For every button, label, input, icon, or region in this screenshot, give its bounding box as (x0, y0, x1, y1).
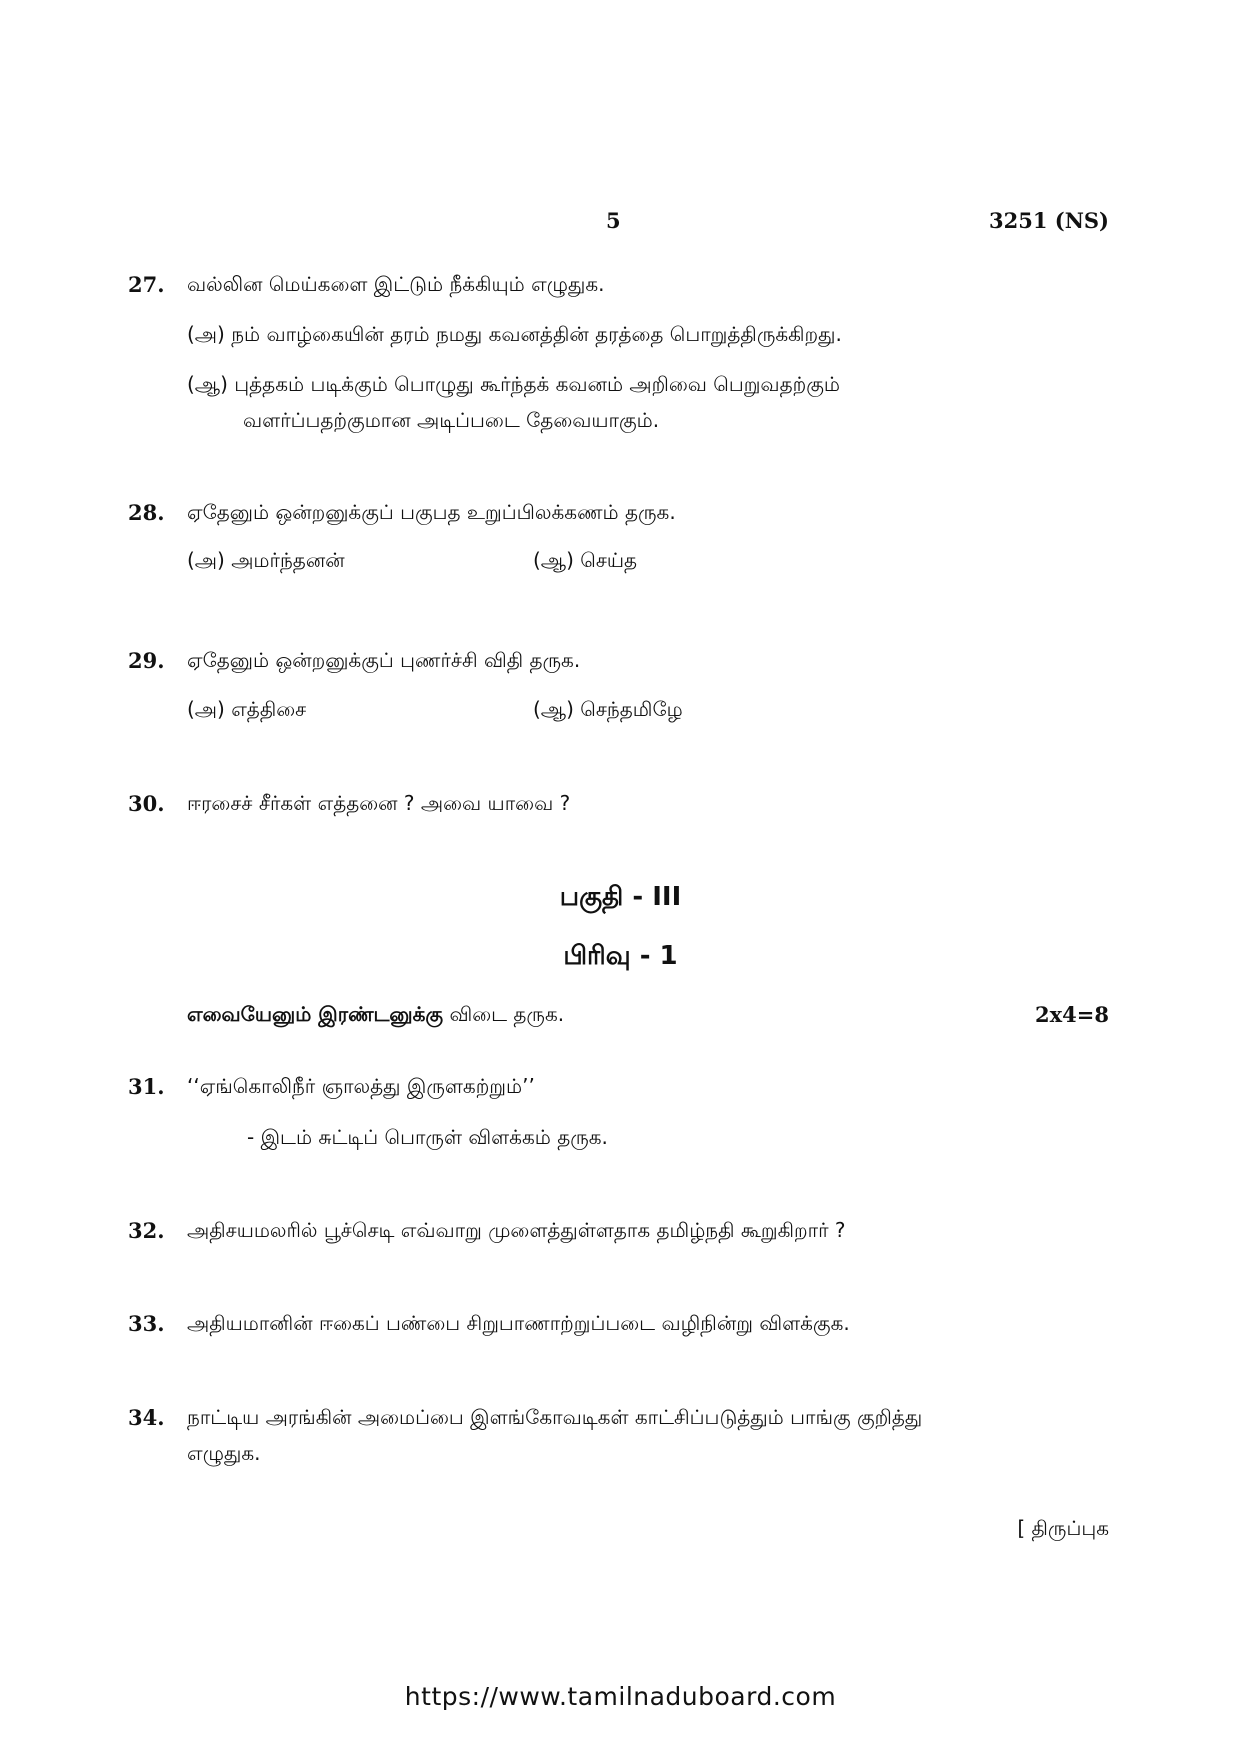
question-text-32: அதிசயமலரில் பூச்செடி எவ்வாறு முளைத்துள்ளதாக தமிழ்நதி கூறுகிறார் ? (187, 1218, 846, 1242)
turn-over-note: [ திருப்புக (1017, 1516, 1109, 1540)
question-27-option-b-line2: வளர்ப்பதற்குமான அடிப்படை தேவையாகும். (243, 408, 660, 432)
question-number-34: 34. (128, 1405, 165, 1430)
question-number-31: 31. (128, 1074, 165, 1099)
question-number-32: 32. (128, 1218, 165, 1243)
section-marks: 2x4=8 (1035, 1002, 1109, 1027)
question-31-subtext: - இடம் சுட்டிப் பொருள் விளக்கம் தருக. (247, 1125, 608, 1149)
instruction-bold-text: எவையேனும் இரண்டனுக்கு (187, 1002, 444, 1026)
instruction-rest-text: விடை தருக. (443, 1002, 565, 1026)
question-number-29: 29. (128, 648, 165, 673)
question-text-27: வல்லின மெய்களை இட்டும் நீக்கியும் எழுதுக. (187, 272, 605, 296)
paper-code: 3251 (NS) (989, 208, 1109, 233)
question-27-option-b-line1: (ஆ) புத்தகம் படிக்கும் பொழுது கூர்ந்தக் கவனம் அறிவை பெறுவதற்கும் (187, 372, 840, 396)
section-instruction (187, 1002, 564, 1029)
question-number-30: 30. (128, 791, 165, 816)
question-text-33: அதியமானின் ஈகைப் பண்பை சிறுபாணாற்றுப்படை வழிநின்று விளக்குக. (187, 1311, 850, 1335)
part-heading: பகுதி - III (559, 882, 682, 912)
question-number-28: 28. (128, 500, 165, 525)
footer-url[interactable]: https://www.tamilnaduboard.com (404, 1682, 837, 1711)
question-text-34-line1: நாட்டிய அரங்கின் அமைப்பை இளங்கோவடிகள் காட்சிப்படுத்தும் பாங்கு குறித்து (187, 1405, 923, 1429)
question-29-option-b: (ஆ) செந்தமிழே (533, 697, 683, 721)
question-27-option-a: (அ) நம் வாழ்கையின் தரம் நமது கவனத்தின் தரத்தை பொறுத்திருக்கிறது. (187, 322, 842, 346)
question-text-29: ஏதேனும் ஒன்றனுக்குப் புணர்ச்சி விதி தருக. (187, 648, 581, 672)
question-text-30: ஈரசைச் சீர்கள் எத்தனை ? அவை யாவை ? (187, 791, 571, 815)
question-29-option-a: (அ) எத்திசை (187, 697, 307, 721)
question-text-34-line2: எழுதுக. (187, 1441, 261, 1465)
question-text-31: ‘‘ஏங்கொலிநீர் ஞாலத்து இருளகற்றும்’’ (187, 1074, 535, 1098)
page-number: 5 (606, 208, 621, 233)
question-number-33: 33. (128, 1311, 165, 1336)
question-number-27: 27. (128, 272, 165, 297)
question-28-option-b: (ஆ) செய்த (533, 548, 638, 572)
question-text-28: ஏதேனும் ஒன்றனுக்குப் பகுபத உறுப்பிலக்கணம் தருக. (187, 500, 676, 524)
question-28-option-a: (அ) அமர்ந்தனன் (187, 548, 345, 572)
division-heading: பிரிவு - 1 (563, 941, 678, 971)
